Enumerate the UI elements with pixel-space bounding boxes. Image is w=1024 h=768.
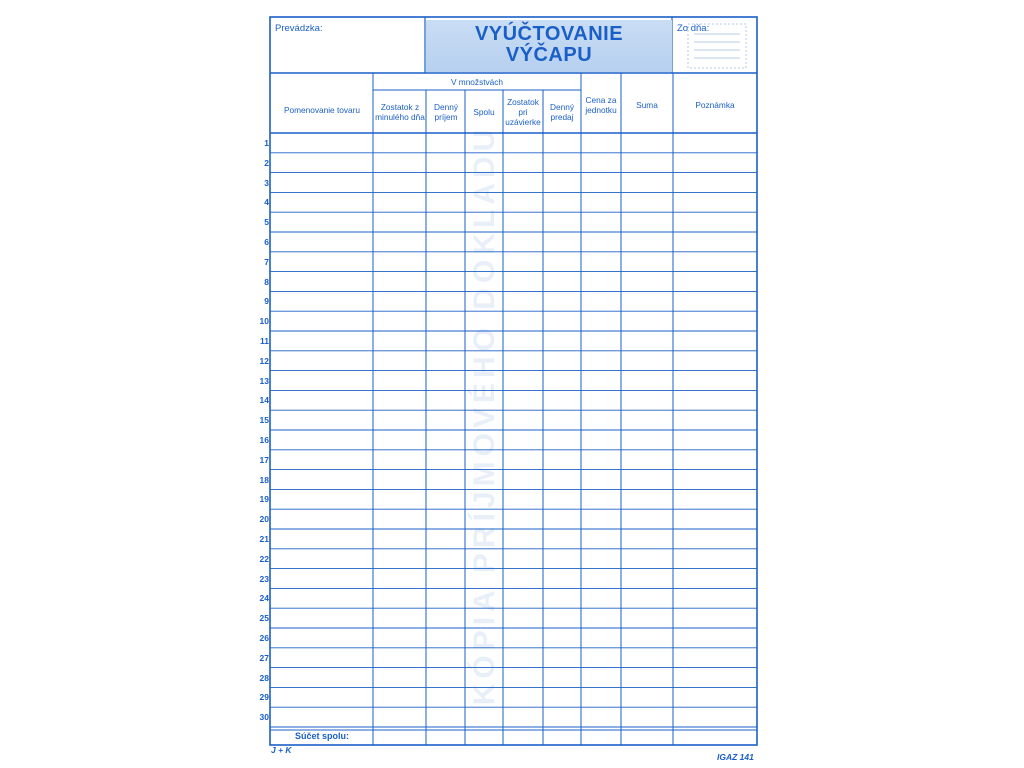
row-number: 6: [264, 237, 269, 247]
row-number: 27: [259, 652, 269, 663]
row-number: 19: [259, 494, 269, 505]
row-number: 24: [259, 593, 269, 604]
row-number: 11: [260, 336, 269, 346]
date-label: Zo dňa:: [677, 23, 710, 34]
column-header-sum: Suma: [636, 100, 658, 110]
row-number: 15: [259, 415, 269, 426]
column-header-daily-receipt: Denný príjem: [434, 102, 458, 122]
footer-right-code: IGAZ 141: [717, 752, 754, 762]
row-number: 20: [259, 514, 269, 525]
column-header-unit-price: Cena za jednotku: [585, 95, 617, 115]
row-number: 22: [259, 553, 269, 564]
column-header-note: Poznámka: [695, 100, 735, 110]
row-number: 13: [259, 375, 269, 386]
row-number: 18: [259, 474, 269, 485]
row-number: 7: [264, 256, 269, 267]
row-number: 30: [259, 712, 269, 723]
column-header-remaining-prev: Zostatok z minulého dňa: [375, 102, 425, 122]
watermark-text: KÓPIA PRÍJMOVÉHO DOKLADU: [468, 124, 501, 706]
footer-left-code: J + K: [271, 745, 292, 755]
column-header-name: Pomenovanie tovaru: [283, 105, 361, 115]
row-number: 12: [259, 355, 269, 366]
row-number: 17: [259, 454, 269, 465]
row-number: 2: [264, 157, 269, 168]
row-number: 3: [264, 177, 269, 188]
row-number: 16: [259, 435, 269, 445]
row-number: 9: [264, 296, 269, 307]
row-number: 29: [259, 692, 269, 703]
title-line-2: VÝČAPU: [505, 44, 593, 66]
row-number: 14: [259, 395, 269, 406]
stamp-mark: [680, 20, 754, 72]
premises-label: Prevádzka:: [275, 23, 323, 34]
row-number: 8: [264, 276, 269, 287]
row-number: 25: [259, 613, 269, 624]
row-number: 1: [264, 138, 269, 148]
row-number: 26: [259, 633, 269, 643]
total-label: Súčet spolu:: [294, 730, 349, 741]
row-number: 23: [259, 573, 269, 584]
title-line-1: VYÚČTOVANIE: [474, 23, 624, 45]
title-box: [426, 20, 672, 72]
row-number: 5: [264, 217, 269, 228]
row-number: 10: [259, 316, 269, 327]
column-header-daily-sale: Denný predaj: [550, 102, 574, 122]
row-number: 4: [264, 197, 269, 208]
row-number: 28: [259, 672, 269, 683]
column-group-quantities: V množstvách: [450, 77, 504, 87]
column-header-total: Spolu: [473, 107, 495, 117]
column-header-remaining-close: Zostatok pri uzávierke: [505, 97, 541, 127]
row-number: 21: [259, 534, 269, 544]
